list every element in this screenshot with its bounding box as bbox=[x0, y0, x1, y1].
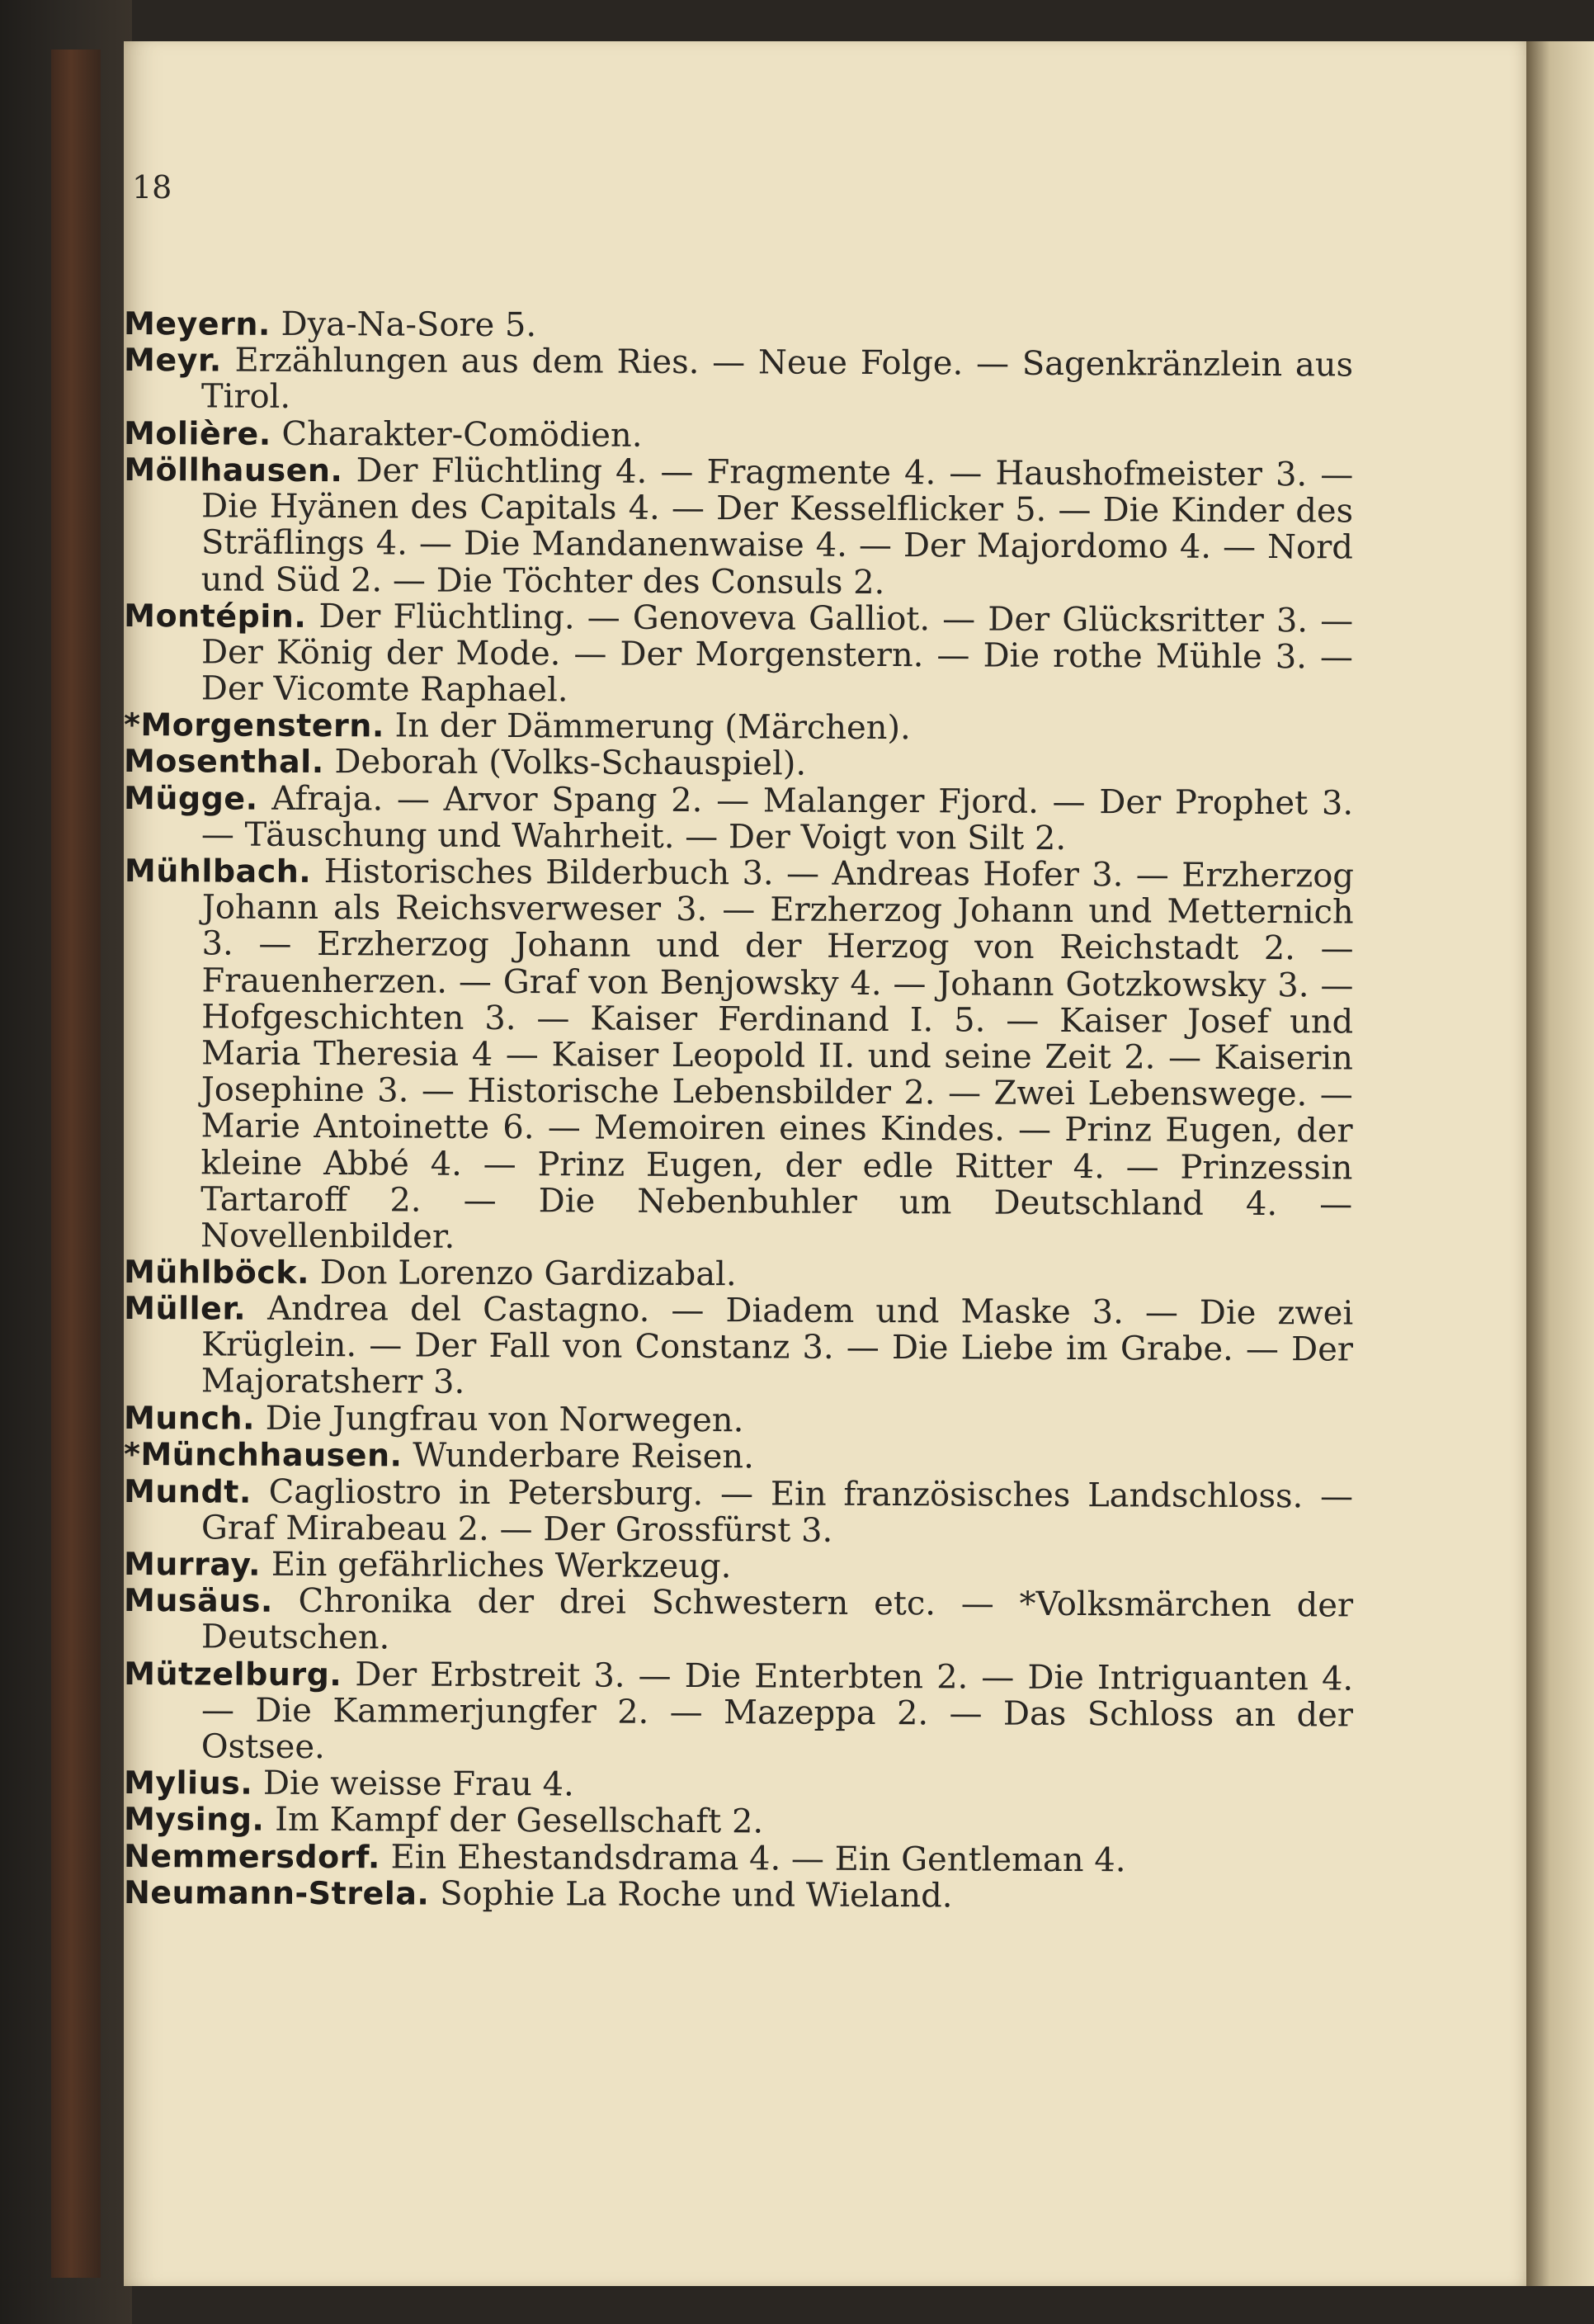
entry-text: Don Lorenzo Gardizabal. bbox=[319, 1254, 737, 1294]
bibliography-entries bbox=[123, 305, 1355, 1915]
entry-text: Die Jungfrau von Norwegen. bbox=[265, 1399, 744, 1440]
entry-text: Im Kampf der Gesellschaft 2. bbox=[275, 1801, 764, 1841]
author-name: Mysing. bbox=[123, 1801, 265, 1839]
author-name: Mylius. bbox=[123, 1764, 253, 1802]
entry-text: Wunderbare Reisen. bbox=[413, 1436, 754, 1476]
list-item bbox=[124, 451, 1354, 602]
entry-text: Deborah (Volks-Schauspiel). bbox=[334, 743, 807, 784]
author-name: Mützelburg. bbox=[124, 1655, 342, 1693]
author-name: Mügge. bbox=[124, 779, 258, 817]
author-name: Mühlböck. bbox=[123, 1254, 310, 1292]
list-item bbox=[124, 1400, 1353, 1442]
entry-text: Afraja. — Arvor Spang 2. — Malanger Fjord. — Der Prophet 3. — Täuschung und Wahrheit. — Der Voigt von Silt 2. bbox=[200, 779, 1354, 857]
list-item bbox=[124, 1801, 1353, 1843]
entry-text: Historisches Bilderbuch 3. — Andreas Hofer 3. — Erzherzog Johann als Reichsverweser 3. — Erzherzog Johann und Metternich 3. — Erzherzog Johann und der Herzog von Reichstadt 2. — Frauenherzen. — Graf von Benjowsky 4. — Johann Gotzkowsky 3. — Hofgeschichten 3. — Kaiser Ferdinand I. 5. — Kaiser Josef und Maria Theresia 4 — Kaiser Leopold II. und seine Zeit 2. — Kaiserin Josephine 3. — Historische Lebensbilder 2. — Zwei Lebenswege. — Marie Antoinette 6. — Memoiren eines Kindes. — Prinz Eugen, der kleine Abbé 4. — Prinz Eugen, der edle Ritter 4. — Prinzessin Tartaroff 2. — Die Nebenbuhler um Deutschland 4. — Novellenbilder. bbox=[200, 853, 1355, 1256]
list-item bbox=[124, 706, 1353, 749]
entry-text: Charakter-Comödien. bbox=[281, 414, 643, 455]
author-name: Möllhausen. bbox=[124, 451, 343, 489]
list-item bbox=[124, 780, 1353, 858]
author-name: Meyern. bbox=[123, 305, 271, 342]
author-name: Montépin. bbox=[124, 597, 307, 635]
author-name: Neumann-Strela. bbox=[123, 1873, 430, 1912]
author-name: Müller. bbox=[124, 1290, 247, 1328]
entry-text: Chronika der drei Schwestern etc. — *Volksmärchen der Deutschen. bbox=[200, 1582, 1354, 1657]
author-name: *Münchhausen. bbox=[123, 1436, 403, 1474]
author-name: Murray. bbox=[123, 1545, 262, 1583]
list-item bbox=[124, 342, 1353, 420]
author-name: Mundt. bbox=[124, 1472, 252, 1510]
entry-text: Ein gefährliches Werkzeug. bbox=[271, 1545, 732, 1586]
list-item bbox=[124, 1838, 1353, 1880]
entry-text: Die weisse Frau 4. bbox=[262, 1764, 574, 1804]
list-item bbox=[124, 1290, 1354, 1405]
facing-page-edge bbox=[1526, 41, 1594, 2286]
entry-text: Sophie La Roche und Wieland. bbox=[440, 1874, 953, 1915]
list-item bbox=[124, 743, 1353, 785]
author-name: *Morgenstern. bbox=[123, 706, 384, 744]
author-name: Nemmersdorf. bbox=[123, 1837, 380, 1875]
entry-text: Der Flüchtling. — Genoveva Galliot. — Der Glücksritter 3. — Der König der Mode. — Der Morgenstern. — Die rothe Mühle 3. — Der Vicomte Raphael. bbox=[200, 597, 1354, 710]
entry-text: Erzählungen aus dem Ries. — Neue Folge. — Sagenkränzlein aus Tirol. bbox=[200, 341, 1354, 417]
list-item bbox=[123, 853, 1354, 1259]
list-item bbox=[124, 1473, 1353, 1552]
author-name: Mosenthal. bbox=[123, 743, 324, 781]
author-name: Munch. bbox=[123, 1400, 256, 1437]
list-item bbox=[124, 598, 1354, 712]
author-name: Musäus. bbox=[124, 1582, 273, 1619]
author-name: Meyr. bbox=[124, 342, 222, 379]
author-name: Mühlbach. bbox=[124, 853, 312, 890]
author-name: Molière. bbox=[123, 414, 271, 452]
entry-text: Andrea del Castagno. — Diadem und Maske 3. — Die zwei Krüglein. — Der Fall von Constanz 3. — Die Liebe im Grabe. — Der Majoratsherr 3. bbox=[200, 1290, 1354, 1402]
list-item bbox=[124, 1874, 1353, 1916]
list-item bbox=[124, 1656, 1354, 1770]
entry-text: Der Flüchtling 4. — Fragmente 4. — Haushofmeister 3. — Die Hyänen des Capitals 4. — Der Kesselflicker 5. — Die Kinder des Sträflings 4. — Die Mandanenwaise 4. — Der Majordomo 4. — Nord und Süd 2. — Die Töchter des Consuls 2. bbox=[200, 451, 1354, 602]
entry-text: Der Erbstreit 3. — Die Enterbten 2. — Die Intriguanten 4. — Die Kammerjungfer 2. — Mazeppa 2. — Das Schloss an der Ostsee. bbox=[200, 1655, 1354, 1766]
book-spine bbox=[51, 50, 101, 2278]
list-item bbox=[124, 1582, 1353, 1660]
list-item bbox=[124, 1436, 1353, 1478]
entry-text: Ein Ehestandsdrama 4. — Ein Gentleman 4. bbox=[390, 1837, 1126, 1879]
entry-text: Dya-Na-Sore 5. bbox=[281, 305, 537, 345]
entry-text: Cagliostro in Petersburg. — Ein französisches Landschloss. — Graf Mirabeau 2. — Der Grossfürst 3. bbox=[200, 1472, 1354, 1550]
page-number: 18 bbox=[132, 169, 172, 205]
entry-text: In der Dämmerung (Märchen). bbox=[394, 706, 911, 748]
list-item bbox=[124, 415, 1353, 457]
